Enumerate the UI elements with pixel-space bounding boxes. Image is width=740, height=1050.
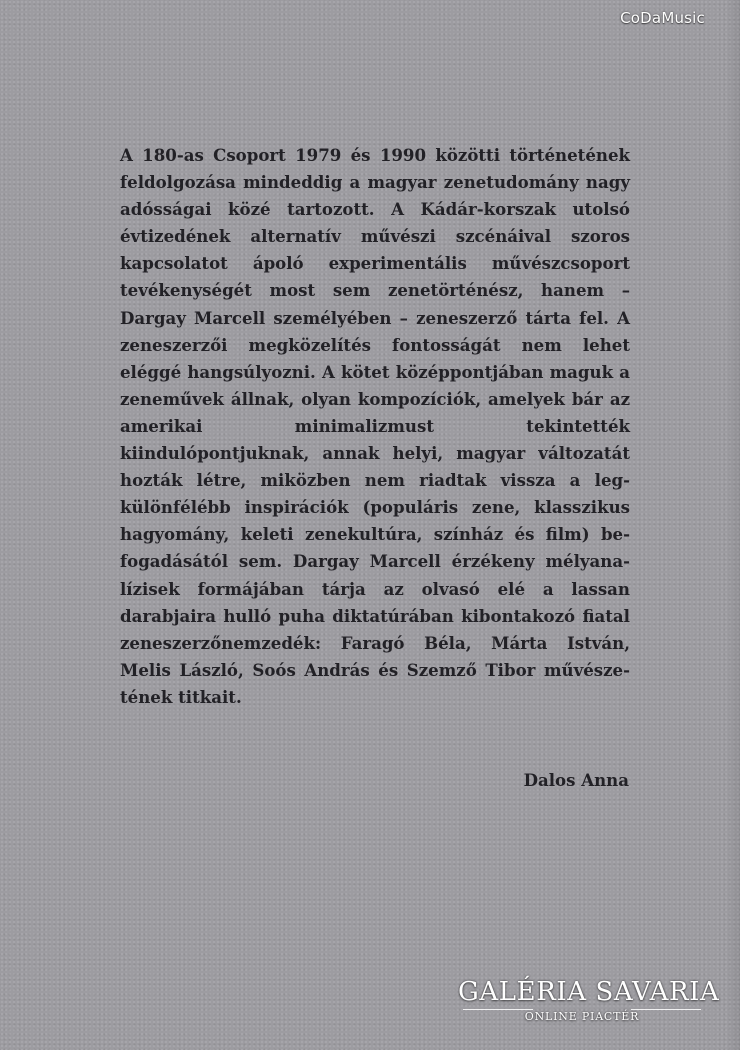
logo-subtitle: ONLINE PIACTÉR	[524, 1010, 640, 1023]
logo-title: GALÉRIA SAVARIA	[458, 977, 720, 1007]
codamusic-watermark: CoDaMusic	[620, 9, 705, 27]
cover-edge-shadow	[726, 0, 740, 1050]
blurb-text: A 180-as Csoport 1979 és 1990 közötti történetének feldolgozása mindeddig a magyar zenetudomány nagy adósságai közé tartozott. A Kádár-korszak utolsó évtizedének alternatív művészi szcénáival szoros kapcsolatot ápoló experimentális művészcsoport tevékenységét most sem zenetörténész, hanem – Dargay Marcell személyében – zeneszerző tárta fel. A zeneszerzői megközelítés fontosságát nem lehet eléggé hangsúlyozni. A kötet középpontjában maguk a zeneművek állnak, olyan kompozíciók, amelyek bár az amerikai minimalizmust tekintették kiindulópontjuknak, annak helyi, magyar változatát hozták létre, miközben nem riadtak vissza a legkülönfélébb inspirációk (populáris zene, klasszikus hagyomány, keleti zenekultúra, színház és film) befogadásától sem. Dargay Marcell érzékeny mélyanalízisek formájában tárja az olvasó elé a lassan darabjaira hulló puha diktatúrában kibontakozó fiatal zeneszerzőnemzedék: Faragó Béla, Márta István, Melis László, Soós András és Szemző Tibor művészetének titkait.	[120, 145, 630, 707]
galeria-savaria-logo	[458, 977, 720, 1025]
author-signature: Dalos Anna	[523, 770, 629, 790]
